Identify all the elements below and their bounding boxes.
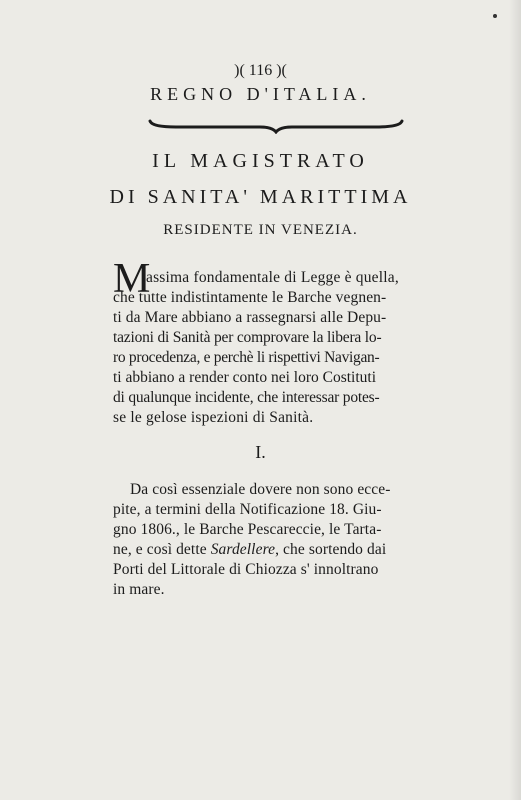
paragraph-2-line-6: in mare. xyxy=(113,581,165,598)
paragraph-2-line-4 xyxy=(113,540,386,560)
paragraph-2-line-1: Da così essenziale dovere non sono ecce- xyxy=(130,481,391,498)
paragraph-2-line-2: pite, a termini della Notificazione 18. Giu- xyxy=(113,501,382,518)
paragraph-1-line-7: di qualunque incidente, che interessar potes- xyxy=(113,389,380,406)
paragraph-1-line-5: ro procedenza, e perchè li rispettivi Navigan- xyxy=(113,349,380,366)
page-number: )( 116 )( xyxy=(234,62,287,79)
page-edge-shadow xyxy=(509,0,521,800)
title-line-1: IL MAGISTRATO xyxy=(152,150,369,172)
drop-cap: M xyxy=(113,256,151,302)
ink-speck xyxy=(493,14,497,18)
paragraph-2-line-3: gno 1806., le Barche Pescareccie, le Tarta- xyxy=(113,521,382,538)
subtitle: RESIDENTE IN VENEZIA. xyxy=(163,222,358,238)
paragraph-1-line-6: ti abbiano a render conto nei loro Costituti xyxy=(113,369,377,386)
paragraph-2-line-4-start: ne, e così dette xyxy=(113,541,211,558)
paragraph-1-line-1: assima fondamentale di Legge è quella, xyxy=(146,269,399,286)
italic-term-sardellere: Sardellere xyxy=(210,541,276,558)
running-head: REGNO D'ITALIA. xyxy=(150,84,371,104)
paragraph-1-line-8: se le gelose ispezioni di Sanità. xyxy=(113,409,314,426)
brace-ornament xyxy=(148,118,404,134)
paragraph-1-line-4: tazioni di Sanità per comprovare la libera lo- xyxy=(113,329,382,346)
paragraph-1-line-3: ti da Mare abbiano a rassegnarsi alle Depu- xyxy=(113,309,387,326)
paragraph-1-line-2: che tutte indistintamente le Barche vegnen- xyxy=(113,289,387,306)
paragraph-2-line-4-end: , che sortendo dai xyxy=(275,541,387,558)
title-line-2: DI SANITA' MARITTIMA xyxy=(109,186,412,208)
paragraph-2-line-5: Porti del Littorale di Chiozza s' innoltrano xyxy=(113,561,379,578)
section-number: I. xyxy=(255,442,266,462)
